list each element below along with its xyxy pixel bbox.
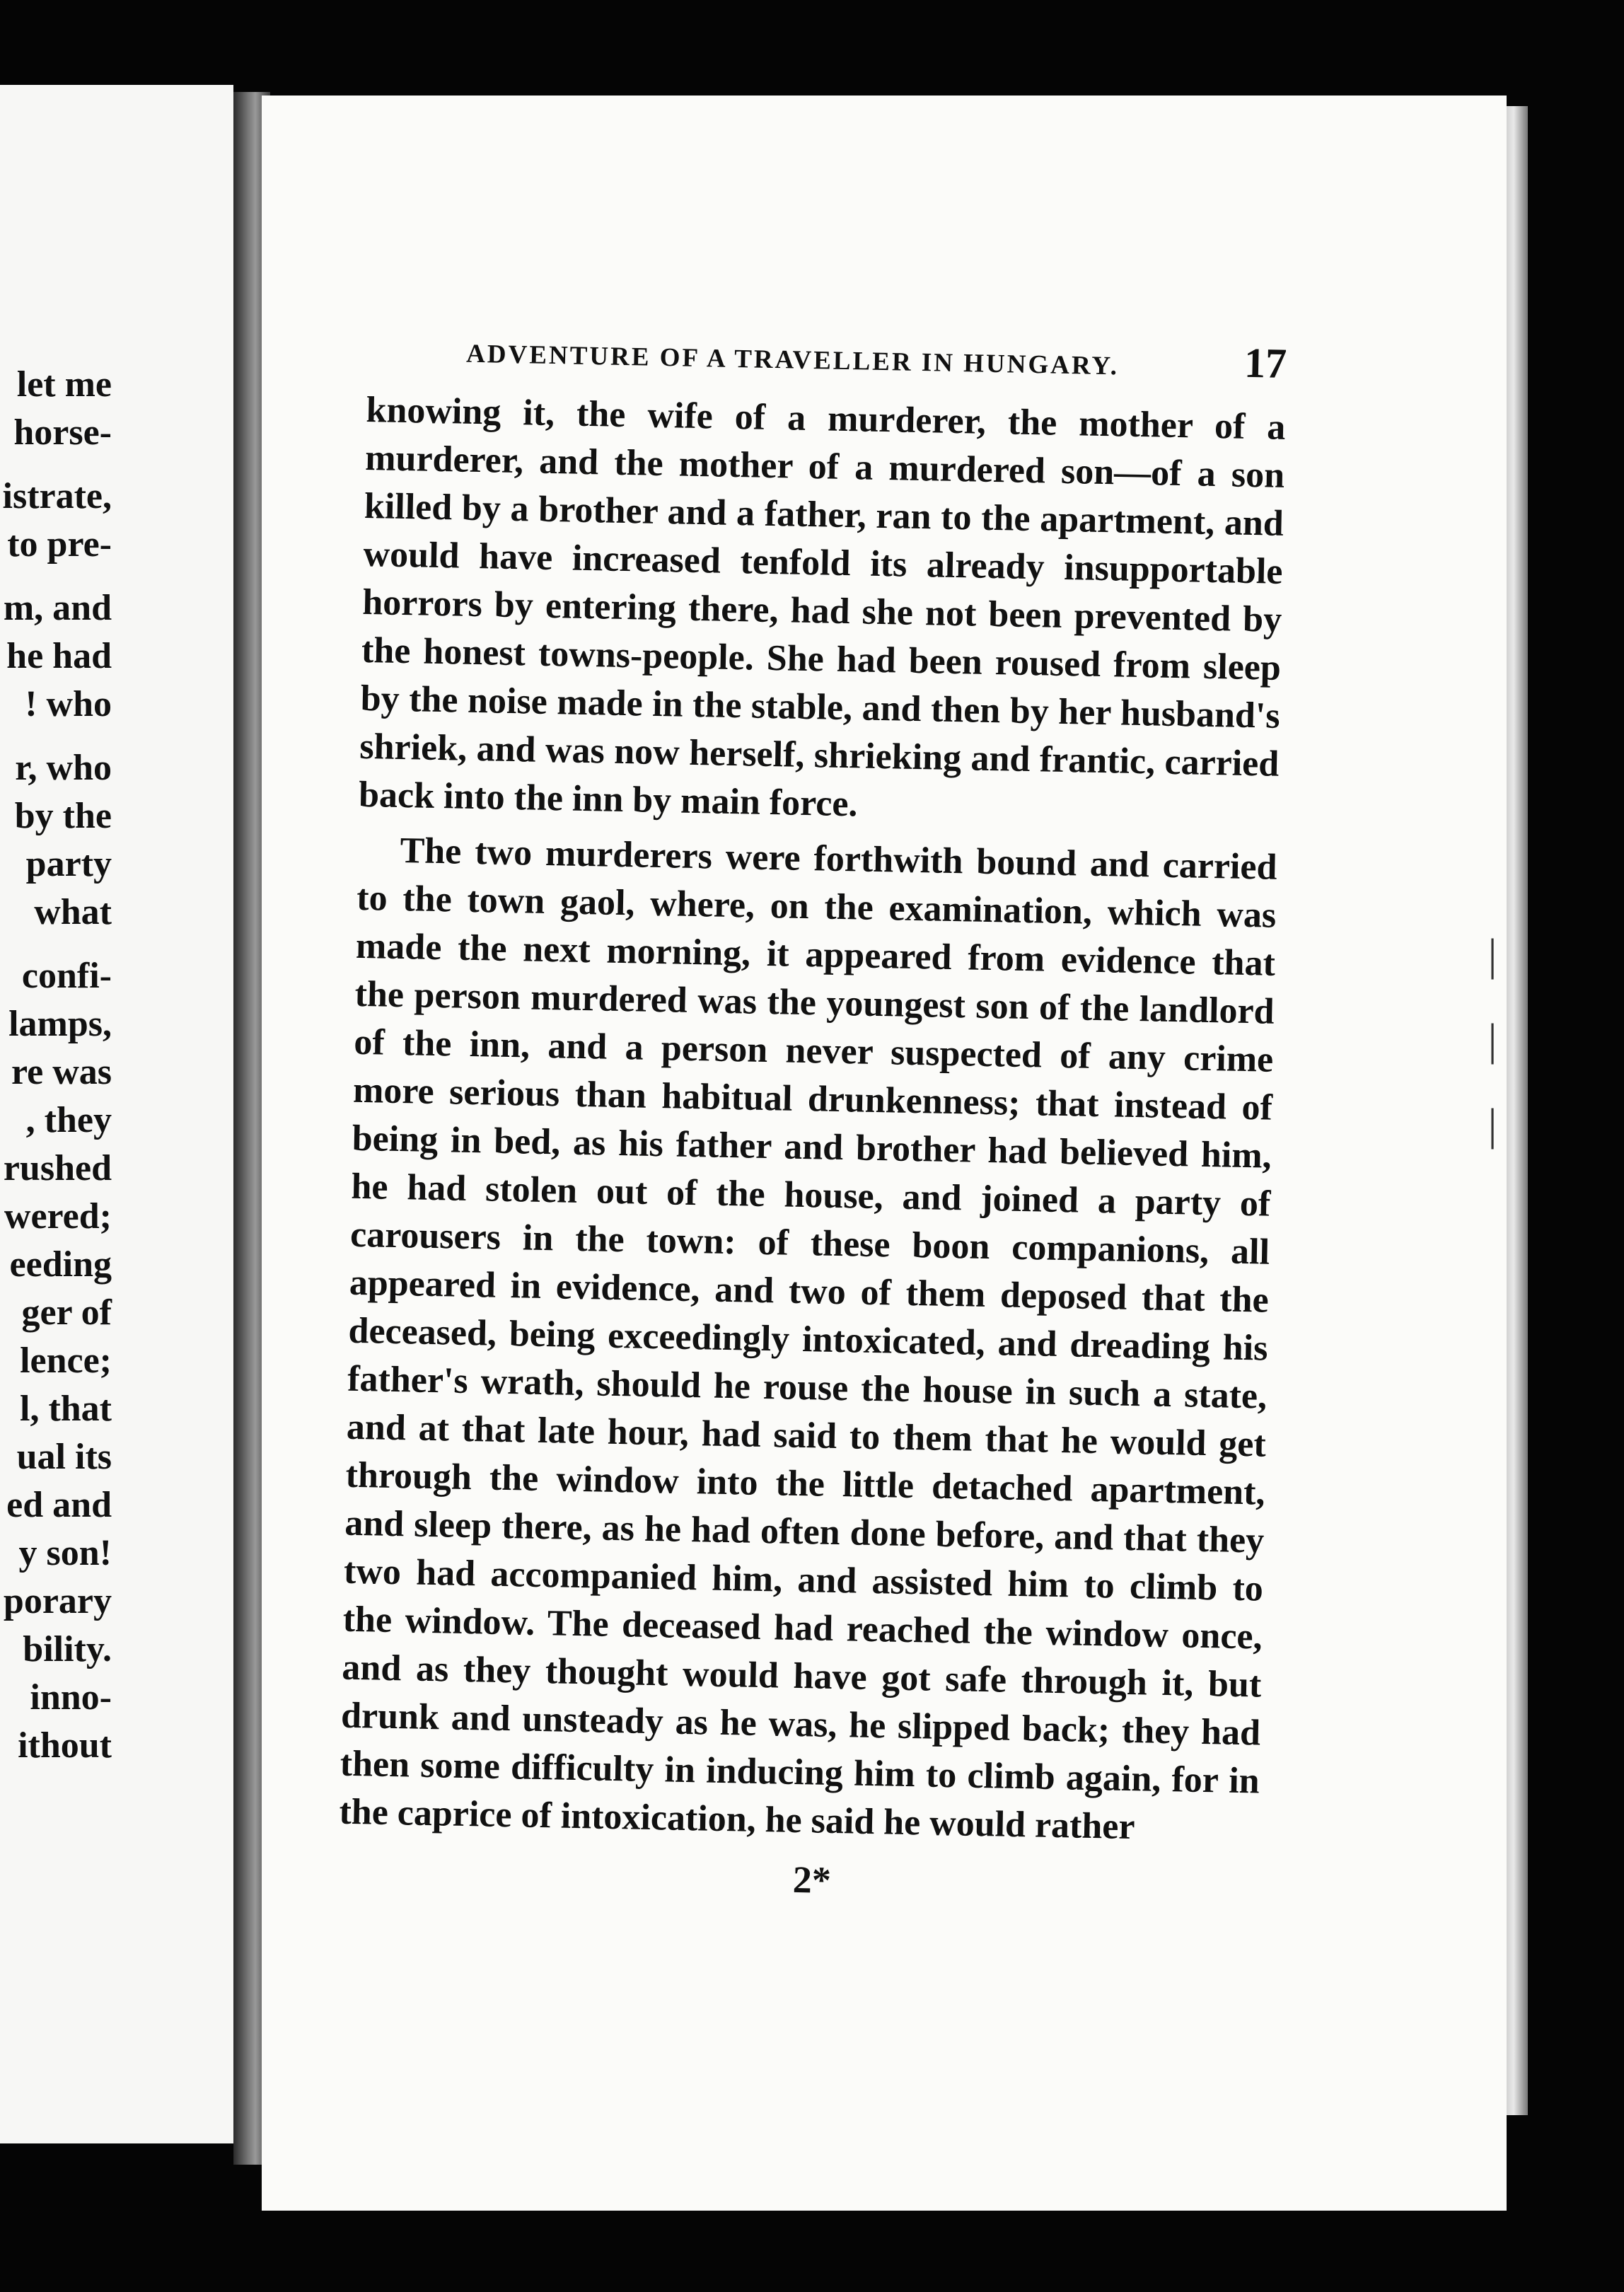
left-line: r, who xyxy=(15,748,112,788)
left-page-text xyxy=(0,361,233,1770)
left-line: eeding xyxy=(9,1244,112,1285)
left-line: what xyxy=(34,892,112,932)
left-line: bility. xyxy=(23,1629,112,1669)
left-line: istrate, xyxy=(2,476,112,516)
page-body xyxy=(337,322,1287,1911)
paragraph: The two murderers were forthwith bound and carried to the town gaol, where, on the examination, which was made the next morning, it appeared from evidence that the person murdered was the youngest son of the landlord of the inn, and a person never suspected of any crime more serious than habitual drunkenness; that instead of being in bed, as his father and brother had believed him, he had stolen out of the house, and joined a party of carousers in the town: of these boon companions, all appeared in evidence, and two of them deposed that the deceased, being exceedingly intoxicated, and dreading his father's wrath, should he rouse the house in such a state, and at that late hour, had said to them that he would get through the window into the little detached apartment, and sleep there, as he had often done before, and that they two had accompanied him, and assisted him to climb to the window. The deceased had reached the window once, and as they thought would have got safe through it, but drunk and unsteady as he was, he slipped back; they had then some difficulty in inducing him to climb again, for in the caprice of intoxication, he said he would rather xyxy=(339,830,1277,1848)
left-line: porary xyxy=(3,1581,112,1621)
page-edge-marks: | | | xyxy=(1487,930,1497,1150)
left-line: lamps, xyxy=(8,1004,112,1044)
left-line: rushed xyxy=(3,1148,112,1188)
body-text xyxy=(339,386,1286,1854)
left-line: ual its xyxy=(16,1437,112,1477)
left-line: ithout xyxy=(18,1725,112,1766)
left-line: inno- xyxy=(30,1677,112,1718)
left-line: wered; xyxy=(4,1196,112,1237)
right-page xyxy=(262,96,1507,2211)
left-line: ed and xyxy=(6,1485,112,1525)
left-page xyxy=(0,85,233,2143)
left-line: ger of xyxy=(21,1292,112,1333)
left-line: ! who xyxy=(25,684,112,724)
left-line: he had xyxy=(6,636,112,676)
left-line: let me xyxy=(16,364,112,405)
left-line: y son! xyxy=(18,1533,112,1573)
left-line: party xyxy=(25,844,112,884)
running-head xyxy=(466,324,1287,388)
signature-mark: 2* xyxy=(792,1858,832,1902)
left-line: m, and xyxy=(3,588,112,628)
left-line: lence; xyxy=(20,1341,112,1381)
left-line: re was xyxy=(11,1052,112,1092)
left-line: to pre- xyxy=(7,524,112,565)
page-number: 17 xyxy=(1243,339,1287,387)
left-line: by the xyxy=(14,796,112,836)
left-line: confi- xyxy=(21,956,112,996)
left-line: l, that xyxy=(20,1389,112,1429)
running-title: ADVENTURE OF A TRAVELLER IN HUNGARY. xyxy=(465,339,1120,381)
left-line: , they xyxy=(25,1100,112,1140)
paragraph: knowing it, the wife of a murderer, the mother of a murderer, and the mother of a murdered son—of a son killed by a brother and a father, ran to the apartment, and would have increased tenfold its already insupportable horrors by entering there, had she not been prevented by the honest towns-people. She had been roused from sleep by the noise made in the stable, and then by her husband's shriek, and was now herself, shrieking and frantic, carried back into the inn by main force. xyxy=(358,389,1286,825)
left-line: horse- xyxy=(13,412,112,453)
